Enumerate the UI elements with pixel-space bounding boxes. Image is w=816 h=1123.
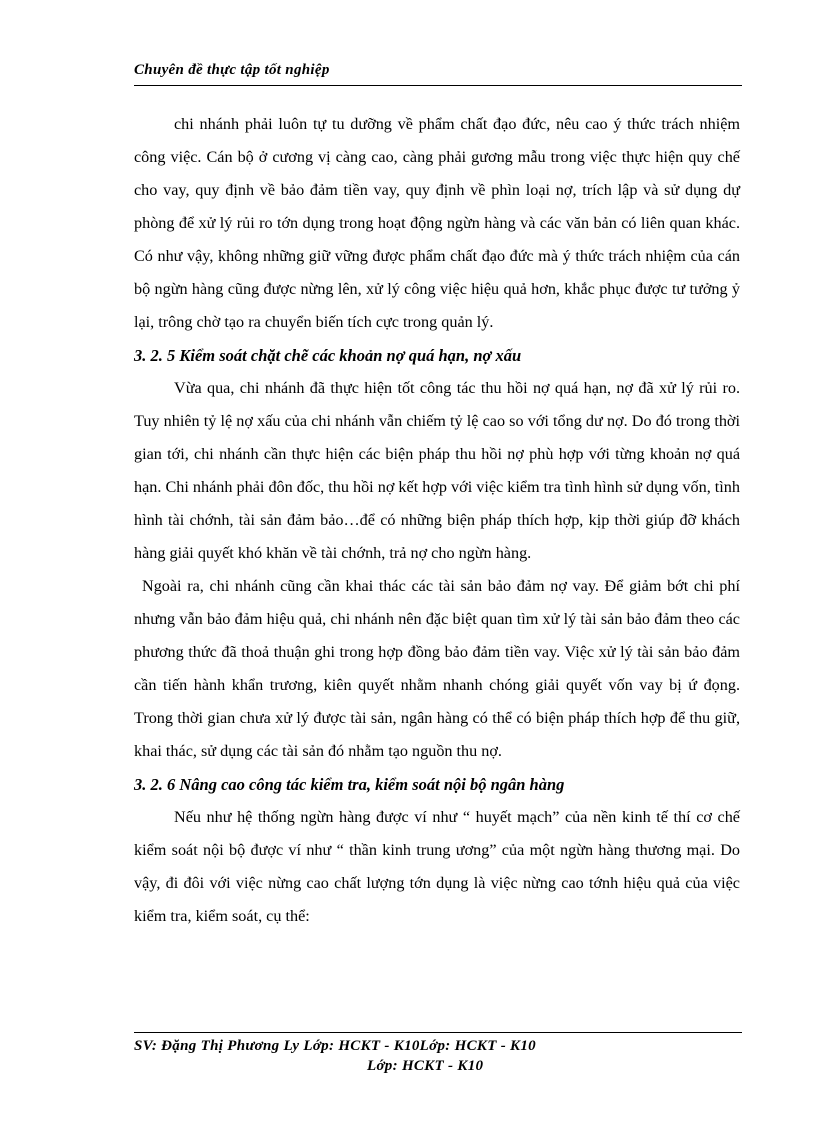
footer-divider bbox=[134, 1032, 742, 1033]
document-body bbox=[134, 108, 740, 933]
section-heading-3-2-5: 3. 2. 5 Kiểm soát chặt chẽ các khoản nợ quá hạn, nợ xấu bbox=[134, 346, 522, 365]
footer-line-1: SV: Đặng Thị Phương Ly Lớp: HCKT - K10Lớp: HCKT - K10 bbox=[134, 1038, 536, 1054]
paragraph-2: Vừa qua, chi nhánh đã thực hiện tốt công tác thu hồi nợ quá hạn, nợ đã xử lý rủi ro. Tuy nhiên tỷ lệ nợ xấu của chi nhánh vẫn chiếm tỷ lệ cao so với tổng dư nợ. Do đó trong thời gian tới, chi nhánh cần thực hiện các biện pháp thu hồi nợ phù hợp với từng khoản nợ quá hạn. Chi nhánh phải đôn đốc, thu hồi nợ kết hợp với việc kiểm tra tình hình sử dụng vốn, tình hình tài chớnh, tài sản đảm bảo…để có những biện pháp thích hợp, kịp thời giúp đỡ khách hàng giải quyết khó khăn về tài chớnh, trả nợ cho ngừn hàng. bbox=[134, 379, 740, 562]
paragraph-4: Nếu như hệ thống ngừn hàng được ví như “ huyết mạch” của nền kinh tế thí cơ chế kiểm soát nội bộ được ví như “ thần kinh trung ương” của một ngừn hàng thương mại. Do vậy, đi đôi với việc nừng cao chất lượng tớn dụng là việc nừng cao tớnh hiệu quả của việc kiểm tra, kiểm soát, cụ thể: bbox=[134, 808, 740, 925]
footer-line-2: Lớp: HCKT - K10 bbox=[367, 1058, 484, 1074]
header-divider bbox=[134, 85, 742, 86]
page-header-title: Chuyên đề thực tập tốt nghiệp bbox=[134, 62, 330, 78]
paragraph-3: Ngoài ra, chi nhánh cũng cần khai thác các tài sản bảo đảm nợ vay. Để giảm bớt chi phí nhưng vẫn bảo đảm hiệu quả, chi nhánh nên đặc biệt quan tìm xử lý tài sản bảo đảm theo các phương thức đã thoả thuận ghi trong hợp đồng bảo đảm tiền vay. Việc xử lý tài sản bảo đảm cần tiến hành khẩn trương, kiên quyết nhằm nhanh chóng giải quyết vốn vay bị ứ đọng. Trong thời gian chưa xử lý được tài sản, ngân hàng có thể có biện pháp thích hợp để thu giữ, khai thác, sử dụng các tài sản đó nhằm tạo nguồn thu nợ. bbox=[134, 577, 740, 760]
page-footer bbox=[134, 1036, 742, 1076]
paragraph-1: chi nhánh phải luôn tự tu dưỡng về phẩm chất đạo đức, nêu cao ý thức trách nhiệm công việc. Cán bộ ở cương vị càng cao, càng phải gương mẫu trong việc thực hiện quy chế cho vay, quy định về bảo đảm tiền vay, quy định về phìn loại nợ, trích lập và sử dụng dự phòng để xử lý rủi ro tớn dụng trong hoạt động ngừn hàng và các văn bản có liên quan khác. Có như vậy, không những giữ vững được phẩm chất đạo đức mà ý thức trách nhiệm của cán bộ ngừn hàng cũng được nừng lên, xử lý công việc hiệu quả hơn, khắc phục được tư tưởng ỷ lại, trông chờ tạo ra chuyển biến tích cực trong quản lý. bbox=[134, 115, 740, 331]
section-heading-3-2-6: 3. 2. 6 Nâng cao công tác kiểm tra, kiểm soát nội bộ ngân hàng bbox=[134, 775, 565, 794]
